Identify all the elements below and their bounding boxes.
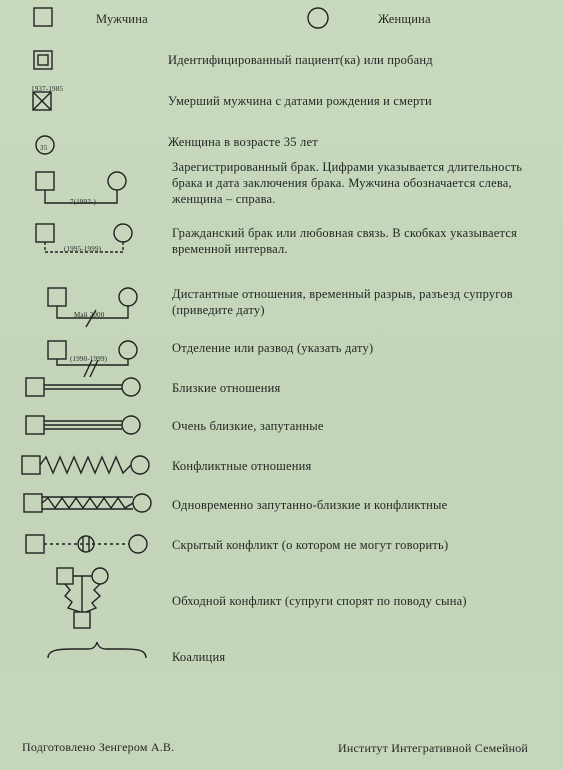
female-circle-icon — [308, 8, 328, 28]
hidden-conflict-icon — [26, 535, 147, 553]
close-conflict-label: Одновременно запутанно-близкие и конфликтные — [172, 498, 448, 512]
male-square-icon — [34, 8, 52, 26]
proband-icon — [34, 51, 52, 69]
divorce-label: Отделение или развод (указать дату) — [172, 341, 374, 355]
civil-dates-label: (1995-1999) — [64, 245, 102, 253]
divorce-dates-label: (1990-1999) — [70, 355, 108, 363]
hidden-conflict-label: Скрытый конфликт (о котором не могут говорить) — [172, 538, 449, 552]
close-relationship-icon — [26, 378, 140, 396]
deceased-dates-label: 1937-1985 — [31, 85, 64, 93]
age-value-label: 35 — [40, 144, 48, 152]
conflict-label: Конфликтные отношения — [172, 459, 312, 473]
prepared-by-text: Подготовлено Зенгером А.В. — [22, 740, 175, 754]
very-close-relationship-icon — [26, 416, 140, 434]
age-female-label: Женщина в возрасте 35 лет — [168, 135, 318, 149]
deceased-label: Умерший мужчина с датами рождения и смерти — [168, 94, 432, 108]
civil-union-label: Гражданский брак или любовная связь. В скобках указывается временной интервал. — [172, 226, 518, 256]
coalition-label: Коалиция — [172, 650, 226, 664]
institute-text: Институт Интегративной Семейной — [338, 741, 529, 755]
very-close-label: Очень близкие, запутанные — [172, 419, 324, 433]
conflict-relationship-icon — [22, 456, 149, 474]
bypass-conflict-label: Обходной конфликт (супруги спорят по поводу сына) — [172, 594, 467, 608]
coalition-brace-icon — [48, 642, 146, 658]
proband-label: Идентифицированный пациент(ка) или пробанд — [168, 53, 433, 67]
close-label: Близкие отношения — [172, 381, 281, 395]
marriage-dates-label: 7(1993-) — [70, 198, 97, 206]
distant-dates-label: Май 2000 — [74, 311, 105, 319]
close-conflict-relationship-icon — [24, 494, 151, 512]
bypass-conflict-icon — [57, 568, 108, 628]
distant-label: Дистантные отношения, временный разрыв, разъезд супругов (приведите дату) — [172, 287, 513, 317]
female-label: Женщина — [378, 12, 431, 26]
marriage-label: Зарегистрированный брак. Цифрами указывается длительность брака и дата заключения брака. Мужчина обозначается слева, женщина – справа. — [172, 160, 523, 206]
male-label: Мужчина — [96, 12, 148, 26]
